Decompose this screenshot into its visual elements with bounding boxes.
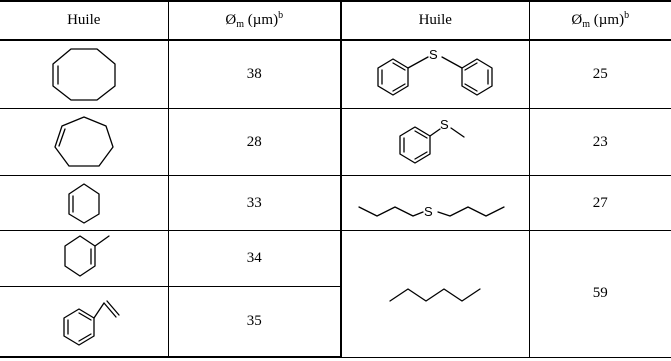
diameter-value: 59	[592, 285, 608, 302]
table-row	[0, 230, 671, 286]
header-oil-left: Huile	[0, 1, 168, 40]
diameter-value: 38	[246, 65, 262, 82]
styrene-structure	[24, 291, 144, 353]
oil-structure-cell	[341, 40, 529, 108]
oil-structure-cell	[341, 108, 529, 175]
diameter-cell	[168, 40, 341, 108]
oil-structure-cell	[0, 230, 168, 286]
diphenyl-sulfide-structure	[370, 44, 500, 104]
oil-structure-cell	[0, 40, 168, 108]
header-diameter-right: $Ø_m$ $(\mu m)^b$	[529, 1, 671, 40]
oil-structure-cell	[0, 108, 168, 175]
oil-structure-cell	[0, 287, 168, 357]
diameter-cell	[168, 230, 341, 286]
methylcyclohexene-structure	[29, 231, 139, 285]
diameter-value: 28	[246, 133, 262, 150]
hexane-structure	[380, 279, 490, 309]
oil-structure-cell	[0, 176, 168, 230]
diameter-value: 35	[246, 313, 262, 329]
diameter-cell	[529, 108, 671, 175]
diameter-value: 27	[592, 194, 608, 211]
diameter-cell	[168, 176, 341, 230]
table-header-row	[0, 1, 671, 40]
diameter-cell	[529, 230, 671, 357]
diameter-cell	[529, 40, 671, 108]
sulfur-atom-label: S	[440, 117, 449, 133]
diameter-value: 25	[592, 65, 608, 82]
diameter-value: 23	[592, 133, 608, 150]
table-row	[0, 40, 671, 108]
cyclohexene-structure	[29, 178, 139, 228]
diameter-value: 33	[246, 194, 262, 211]
dibutyl-sulfide-structure	[353, 183, 518, 223]
header-oil-right: Huile	[341, 1, 529, 40]
sulfur-atom-label: S	[429, 47, 438, 63]
diameter-cell	[529, 176, 671, 230]
oil-structure-cell	[341, 230, 529, 357]
cycloheptene-structure	[29, 111, 139, 173]
header-diameter-left: $Ø_m$ $(\mu m)^b$	[168, 1, 341, 40]
table-row	[0, 176, 671, 230]
sulfur-atom-label: S	[423, 204, 433, 219]
diameter-value: 34	[246, 249, 262, 266]
diameter-cell	[168, 108, 341, 175]
table-row	[0, 108, 671, 175]
thioanisole-structure	[380, 112, 490, 172]
cyclooctene-structure	[29, 42, 139, 106]
diameter-cell	[168, 287, 341, 357]
oil-structure-cell	[341, 176, 529, 230]
